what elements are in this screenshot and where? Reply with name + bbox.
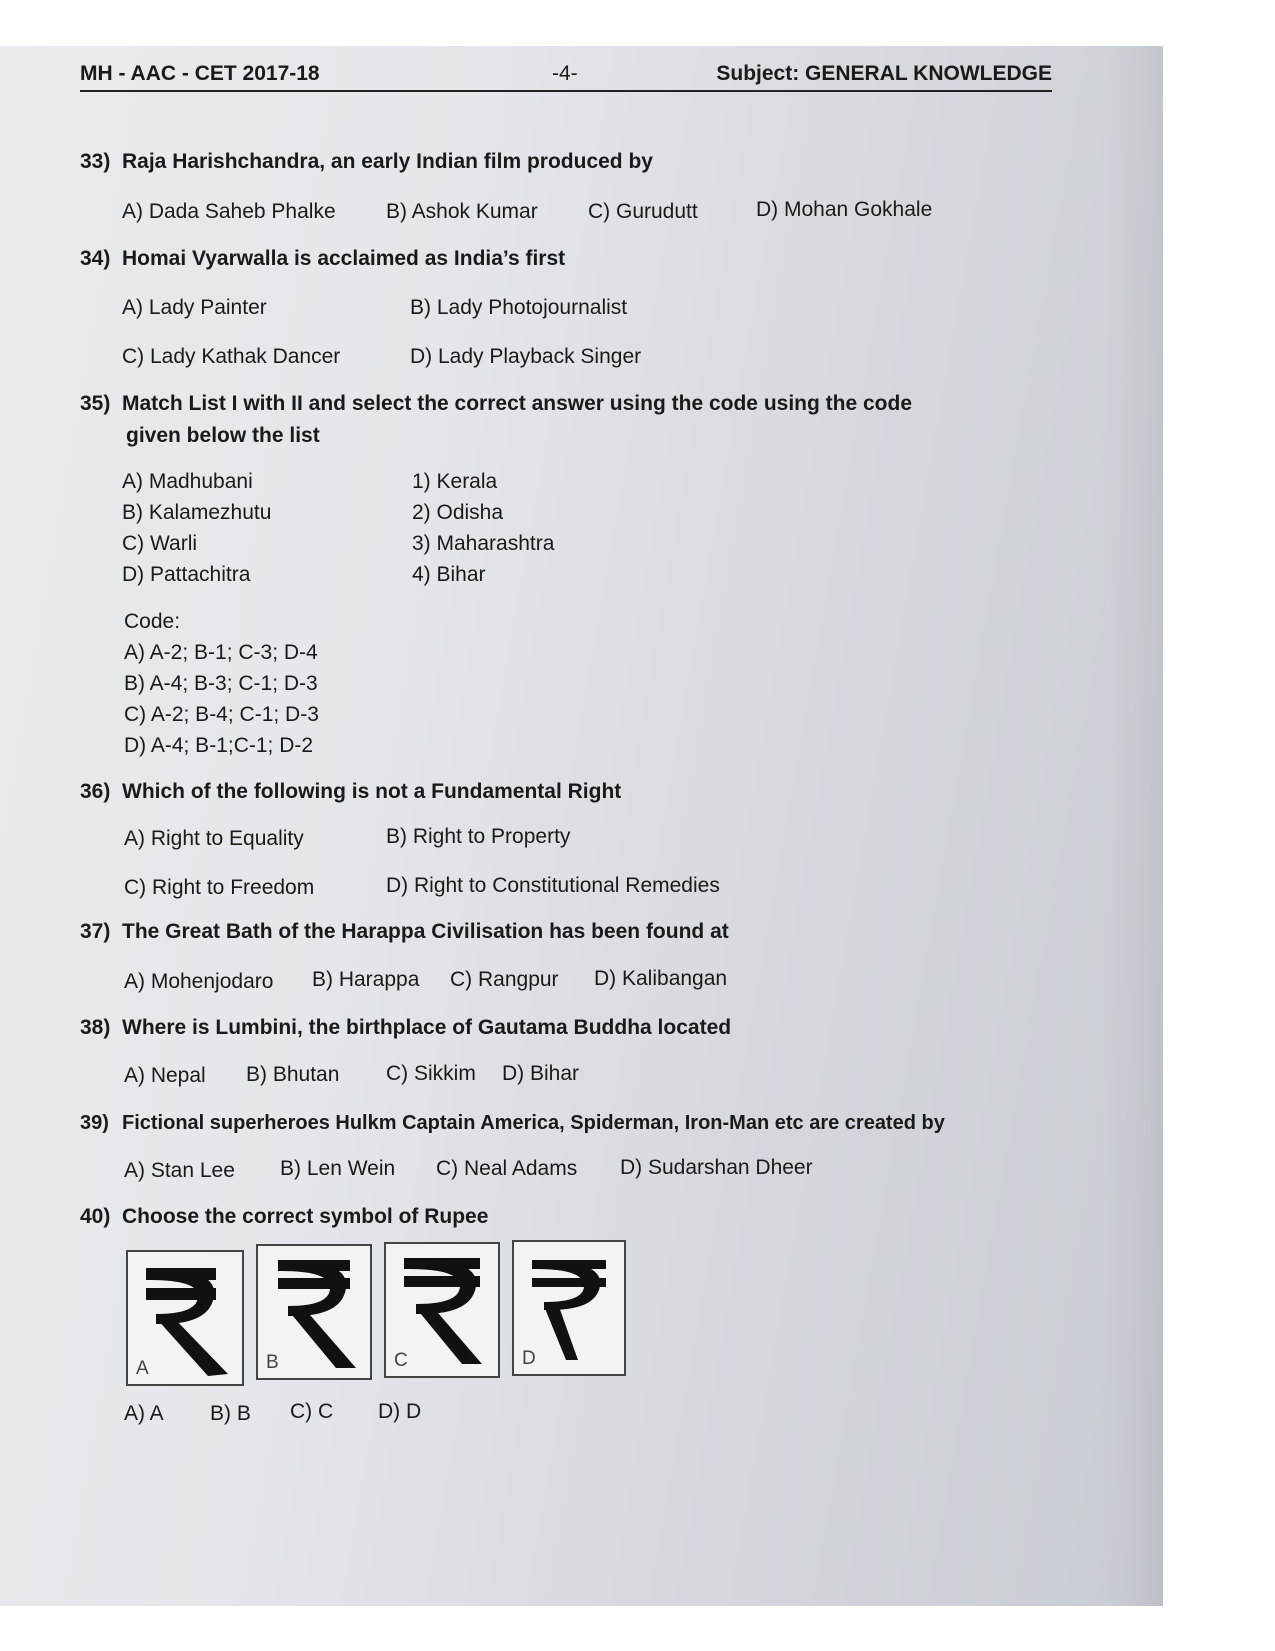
list2-item: 1) Kerala [412, 470, 498, 493]
symbol-label: A [136, 1358, 149, 1379]
option-c: C) C [290, 1400, 334, 1423]
question-text-line2: given below the list [126, 424, 320, 447]
option-b: B) B [210, 1402, 251, 1425]
question-36 [80, 780, 621, 804]
symbol-label: D [522, 1348, 536, 1369]
code-label: Code: [124, 610, 181, 633]
code-option-d: D) A-4; B-1;C-1; D-2 [124, 734, 314, 757]
question-33 [80, 150, 653, 174]
question-text: Fictional superheroes Hulkm Captain America, Spiderman, Iron-Man etc are created by [122, 1112, 945, 1134]
question-number: 40) [80, 1205, 111, 1228]
option-c: C) Neal Adams [436, 1157, 578, 1180]
question-38 [80, 1016, 731, 1040]
option-b: B) Harappa [312, 968, 420, 991]
rupee-symbol-option-c [384, 1242, 500, 1378]
option-b: B) Lady Photojournalist [410, 296, 628, 319]
option-b: B) Len Wein [280, 1157, 396, 1180]
list2-item: 3) Maharashtra [412, 532, 555, 555]
option-b: B) Bhutan [246, 1063, 340, 1086]
question-number: 34) [80, 247, 111, 270]
question-number: 36) [80, 780, 111, 803]
question-39 [80, 1112, 945, 1135]
code-option-b: B) A-4; B-3; C-1; D-3 [124, 672, 318, 695]
list1-item: D) Pattachitra [122, 563, 251, 586]
question-34 [80, 247, 565, 271]
code-option-a: A) A-2; B-1; C-3; D-4 [124, 641, 318, 664]
question-text: Where is Lumbini, the birthplace of Gautama Buddha located [122, 1016, 732, 1039]
symbol-label: B [266, 1352, 279, 1373]
option-a: A) Dada Saheb Phalke [122, 200, 336, 223]
option-d: D) Bihar [502, 1062, 580, 1085]
list1-item: C) Warli [122, 532, 198, 555]
rupee-symbol-option-a [126, 1250, 244, 1386]
question-number: 33) [80, 150, 111, 173]
page-header [80, 58, 1052, 92]
option-d: D) D [378, 1400, 422, 1423]
exam-code: MH - AAC - CET 2017-18 [80, 62, 320, 85]
question-text: Homai Vyarwalla is acclaimed as India’s first [122, 247, 566, 270]
symbol-label: C [394, 1350, 408, 1371]
option-c: C) Gurudutt [588, 200, 698, 223]
option-a: A) A [124, 1402, 164, 1425]
page-shadow [1103, 46, 1163, 1606]
option-a: A) Nepal [124, 1064, 206, 1087]
option-d: D) Lady Playback Singer [410, 345, 642, 368]
option-a: A) Right to Equality [124, 827, 304, 850]
question-text: The Great Bath of the Harappa Civilisation has been found at [122, 920, 729, 943]
question-text: Choose the correct symbol of Rupee [122, 1205, 489, 1228]
question-text: Raja Harishchandra, an early Indian film produced by [122, 150, 653, 173]
question-text: Which of the following is not a Fundamental Right [122, 780, 622, 803]
question-number: 35) [80, 392, 111, 415]
question-40 [80, 1205, 488, 1229]
option-c: C) Rangpur [450, 968, 559, 991]
option-b: B) Right to Property [386, 825, 571, 848]
question-35 [80, 392, 912, 416]
list2-item: 2) Odisha [412, 501, 504, 524]
question-number: 37) [80, 920, 111, 943]
question-number: 39) [80, 1112, 109, 1134]
question-number: 38) [80, 1016, 111, 1039]
list1-item: B) Kalamezhutu [122, 501, 272, 524]
option-d: D) Right to Constitutional Remedies [386, 874, 720, 897]
list1-item: A) Madhubani [122, 470, 253, 493]
option-b: B) Ashok Kumar [386, 200, 538, 223]
subject-title: Subject: GENERAL KNOWLEDGE [716, 62, 1052, 85]
page-number: -4- [552, 62, 578, 85]
option-c: C) Sikkim [386, 1062, 476, 1085]
question-text: Match List I with II and select the correct answer using the code using the code [122, 392, 912, 415]
option-a: A) Mohenjodaro [124, 970, 274, 993]
rupee-symbol-option-d [512, 1240, 626, 1376]
option-c: C) Right to Freedom [124, 876, 315, 899]
option-a: A) Stan Lee [124, 1159, 235, 1182]
option-d: D) Kalibangan [594, 967, 728, 990]
option-c: C) Lady Kathak Dancer [122, 345, 341, 368]
question-37 [80, 920, 729, 944]
list2-item: 4) Bihar [412, 563, 486, 586]
code-option-c: C) A-2; B-4; C-1; D-3 [124, 703, 319, 726]
rupee-symbol-option-b [256, 1244, 372, 1380]
option-a: A) Lady Painter [122, 296, 267, 319]
option-d: D) Mohan Gokhale [756, 198, 933, 221]
option-d: D) Sudarshan Dheer [620, 1156, 813, 1179]
